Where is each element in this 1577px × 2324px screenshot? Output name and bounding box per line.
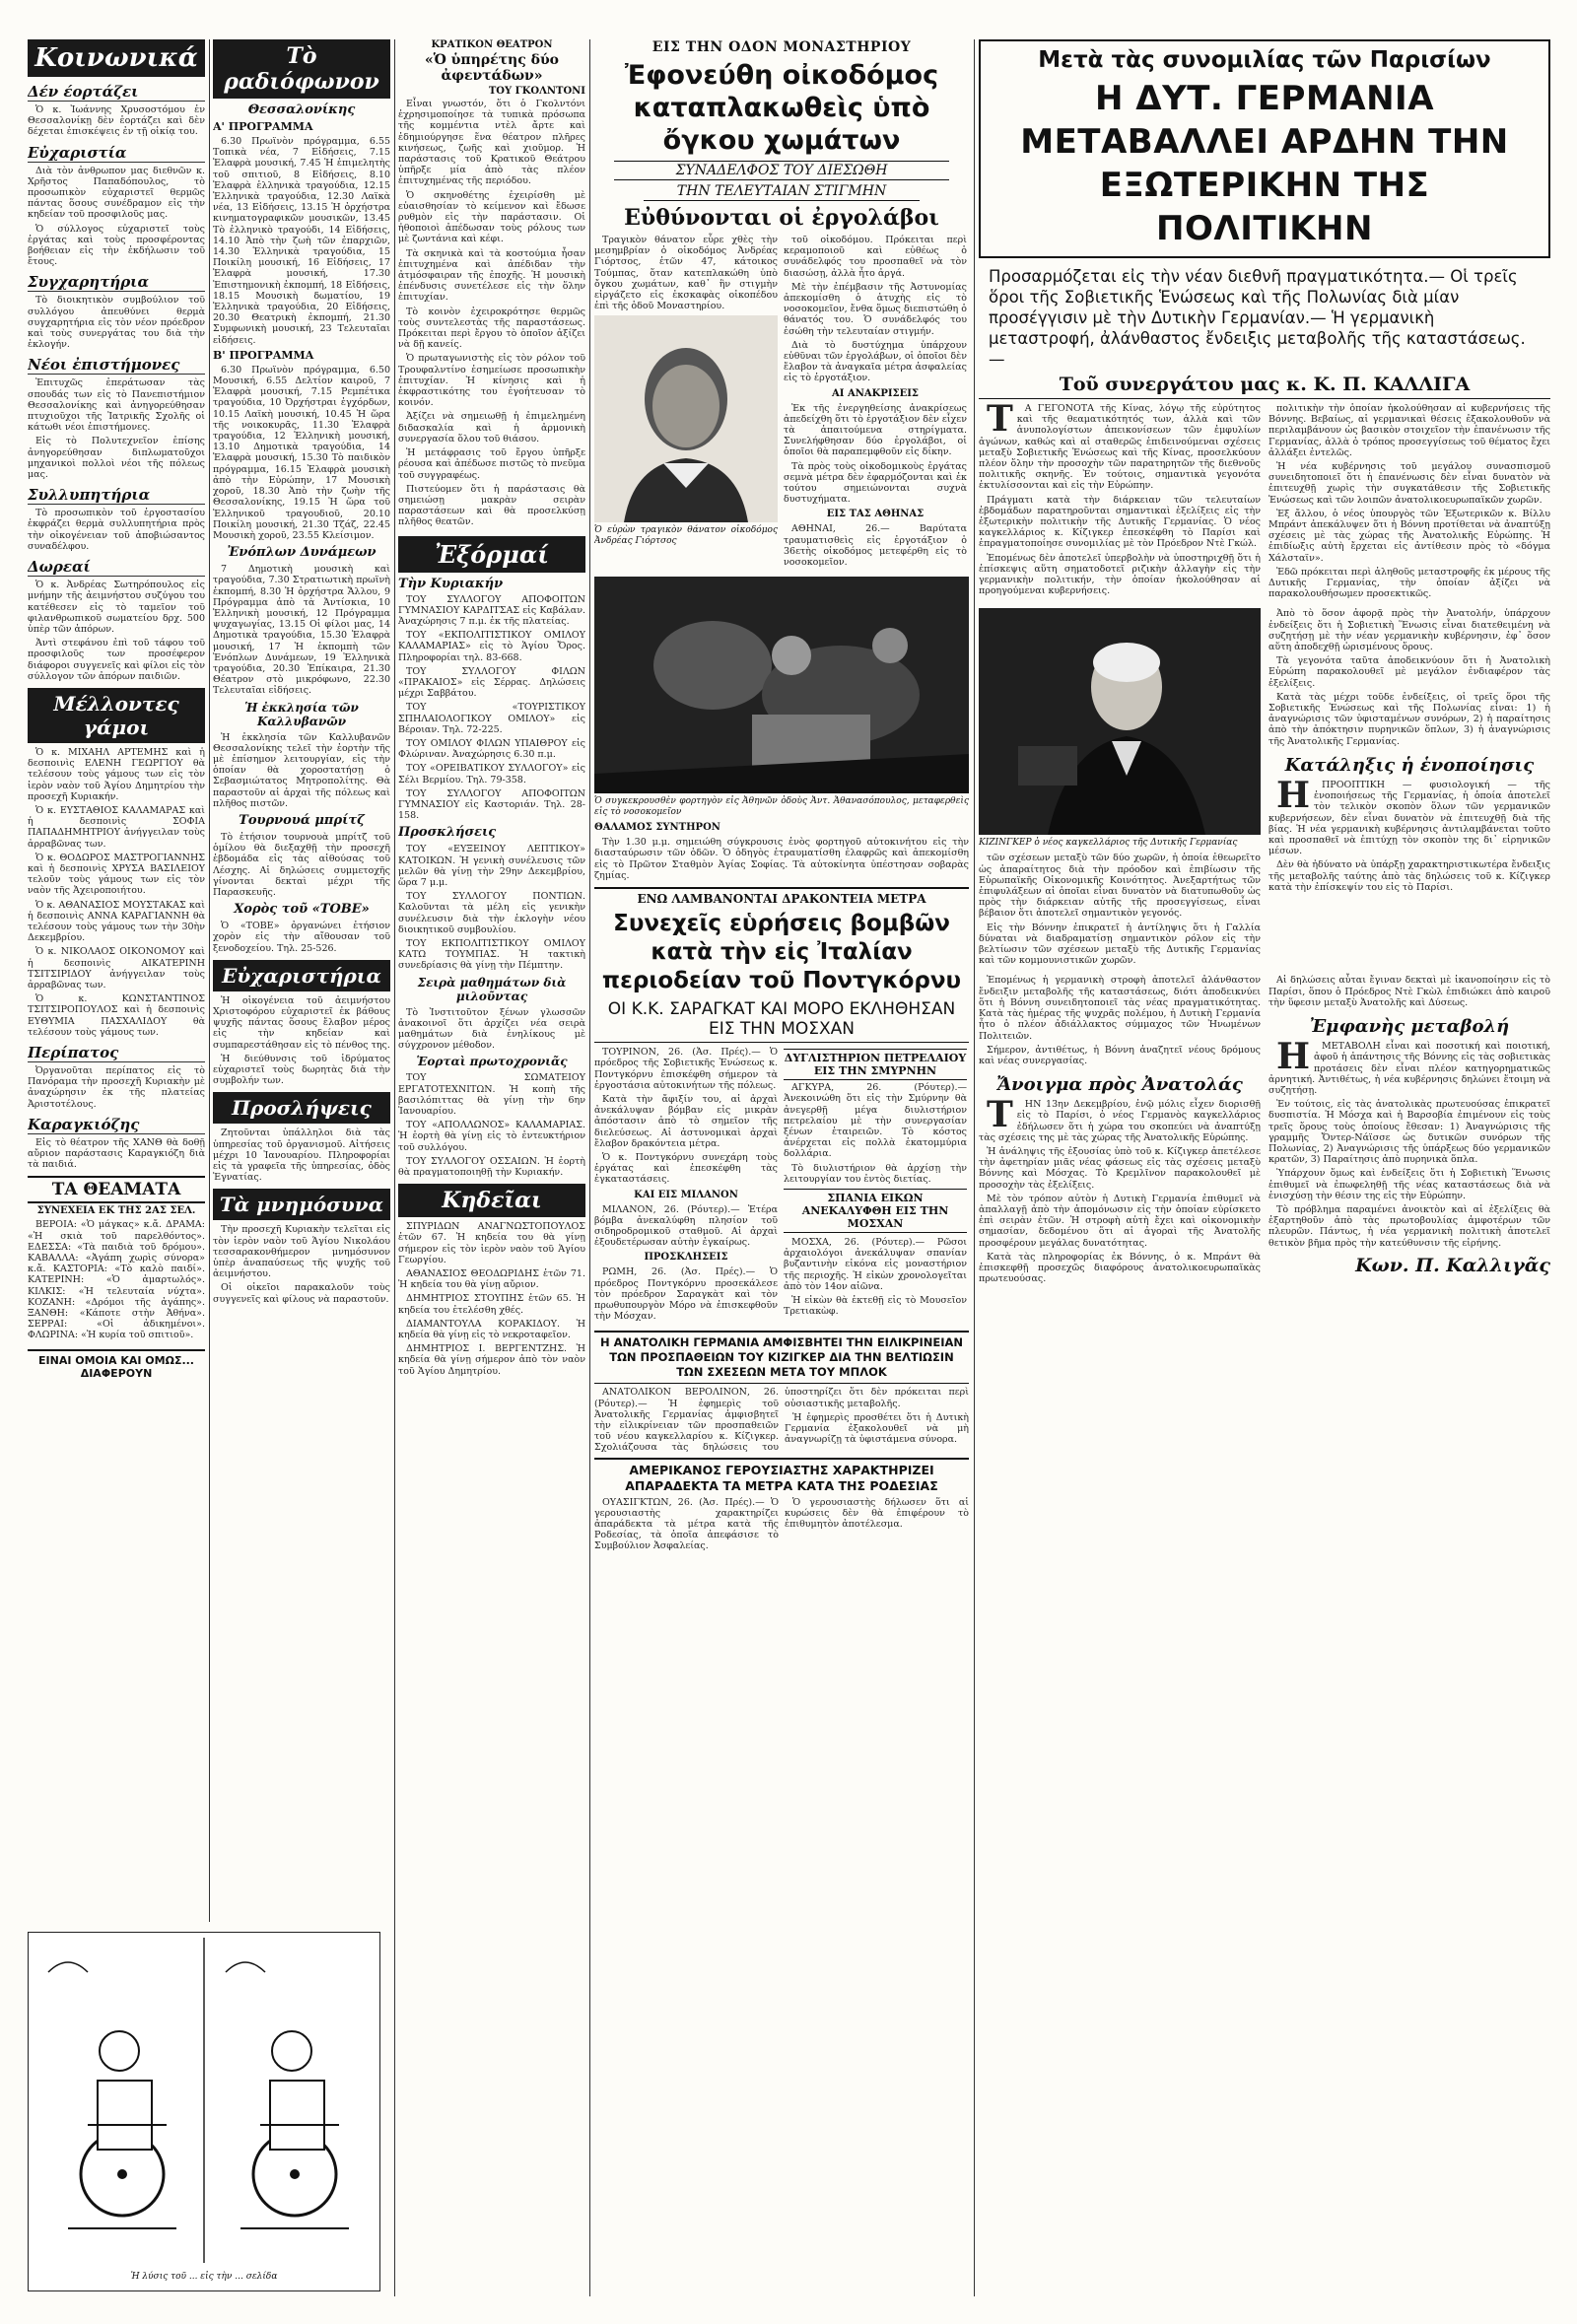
subhead-tournoua: Τουρνουά μπρίτζ xyxy=(239,812,365,828)
subhead-anoigma: Ἄνοιγμα πρὸς Ἀνατολάς xyxy=(996,1074,1243,1096)
subhead-synxaritiria: Συγχαρητήρια xyxy=(28,273,205,292)
subhead-syllypitiria: Συλλυπητήρια xyxy=(28,486,205,505)
lead-body-row-1 xyxy=(979,398,1550,602)
subhead-enoplon: Ἐνόπλων Δυνάμεων xyxy=(227,545,377,561)
text-block: Εἰς τὸ θέατρον τῆς ΧΑΝΘ θὰ δοθῇ αὔριον παράστασις Καραγκιόζη διὰ τὰ παιδιά. xyxy=(28,1136,205,1171)
text-block: Τὸ ἐτήσιον τουρνουὰ μπρίτζ τοῦ ὁμίλου θὰ διεξαχθῇ τὴν προσεχῆ ἑβδομάδα εἰς τὰς αἰθούσας τοῦ Λέσχης. Αἱ δηλώσεις συμμετοχῆς γίνονται δεκταὶ μέχρι τῆς Παρασκευῆς. xyxy=(213,831,390,898)
theatro-author: ΤΟΥ ΓΚΟΛΝΤΟΝΙ xyxy=(488,86,585,97)
text-block: Η ΠΡΟΟΠΤΙΚΗ — φυσιολογική — τῆς ἑνοποιήσεως τῆς Γερμανίας, ἡ ὁποία ἀποτελεῖ τὸν τελικὸν σκοπὸν ὅλων τῶν γερμανικῶν κυβερνήσεων, δὲν εἶναι δυνατὸν νὰ ἐπιτευχθῇ διὰ τῆς βίας. Ἡ νέα γερμανικὴ κυβέρνησις ἀντιλαμβάνεται τοῦτο καὶ προσπαθεῖ νὰ ἐπιτύχῃ τὸν σκοπὸν της δι᾽ εἰρηνικῶν μέσων. Δὲν θὰ ἠδύνατο νὰ ὑπάρξῃ χαρακτηριστικωτέρα ἔνδειξις τῆς μεταβολῆς ταύτης ἀπὸ τὰς δηλώσεις τοῦ κ. Κίζιγκερ κατὰ τὴν ἐπίσκεψίν του εἰς τὸ Παρίσι. xyxy=(1268,774,1550,893)
text-block: 6.30 Πρωϊνὸν πρόγραμμα, 6.50 Μουσική, 6.55 Δελτίον καιροῦ, 7 Ἑλαφρὰ μουσική, 7.15 Ρεμπέτικα τραγούδια, 10 Ὀρχήστραι ἐγχόρδων, 10.15 Λαϊκὴ μουσική, 10.45 Ἡ ὥρα τῆς νοικοκυρᾶς, 11.30 Ἑλαφρὰ τραγούδια, 12 Ἑλληνικὴ μουσική, 13.10 Δημοτικὰ τραγούδια, 14 Ἑλαφρὰ μουσική, 15.30 Τὸ παιδικὸν πρόγραμμα, 16.15 Ἐλαφρὰ μουσικὴ ἀπὸ τὴν Εὐρώπην, 17 Μουσικὴ χοροῦ, 18.30 Ἀπὸ τὴν ζωὴν τῆς Θεσσαλονίκης, 19.15 Ἡ ὥρα τοῦ Ἐλληνικοῦ τραγουδιοῦ, 20.10 Ποικίλη μουσική, 21.30 Τζάζ, 22.45 Μουσικὴ χοροῦ, 23.55 Κλείσιμον. xyxy=(213,364,390,541)
article-body-row xyxy=(594,235,969,571)
text-block: 6.30 Πρωϊνὸν πρόγραμμα, 6.55 Τοπικὰ νέα, 7 Εἰδήσεις, 7.15 Ἑλαφρὰ μουσική, 7.45 Ἡ ἐπιμελητὴς τοῦ σπιτιοῦ, 8 Εἰδήσεις, 8.10 Ἑλαφρὰ ἑλληνικὰ τραγούδια, 12.15 Ἑλληνικὰ τραγούδια, 12.30 Λαϊκὰ νέα, 13 Εἰδήσεις, 13.15 Ἡ ὀρχήστρα κινηματογραφικῶν μουσικῶν, 13.45 Τὸ ἑλληνικὸ τραγούδι, 14 Εἰδήσεις, 14.10 Ἀπὸ τὴν ζωὴ τῶν ἐπαρχιῶν, 14.30 Ἑλληνικὰ τραγούδια, 15 Ποικίλη μουσική, 16 Εἰδήσεις, 17 Ἑλαφρὰ μουσική, 17.30 Ἐπιστημονικὴ ἐκπομπή, 18 Εἰδήσεις, 18.15 Μουσικὴ δωματίου, 19 Ἑλληνικὰ τραγούδια, 20 Εἰδήσεις, 20.30 Θεατρικὴ ἐκπομπή, 21.30 Συμφωνικὴ μουσική, 23 Τελευταῖαι εἰδήσεις. xyxy=(213,136,390,346)
subhead-emfanis: Ἐμφανὴς μεταβολή xyxy=(1309,1016,1510,1038)
text-block: Η ΜΕΤΑΒΟΛΗ εἶναι καὶ ποσοτική καὶ ποιοτική, ἀφοῦ ἡ ἀπάντησις τῆς Βόννης εἰς τὰς σοβιετικὰς προτάσεις δὲν εἶναι πλέον κατηγορηματικῶς ἀρνητική. Ἀντιθέτως, ἡ νέα κυβέρνησις δηλώνει ἕτοιμη νὰ συζητήσῃ. Ἐν τούτοις, εἰς τὰς ἀνατολικὰς πρωτευούσας ἐπικρατεῖ δυσπιστία. Ἡ Μόσχα καὶ ἡ Βαρσοβία ἐπιμένουν εἰς τοὺς τρεῖς ὅρους τοὺς ὁποίους ἔθεσαν: 1) Ἀναγνώρισις τῆς γραμμῆς Ὄντερ-Νάϊσσε ὡς δυτικῶν συνόρων τῆς Πολωνίας, 2) Ἀναγνώρισις τῆς ὑπάρξεως δύο γερμανικῶν κρατῶν, 3) Παραίτησις ἀπὸ πυρηνικὰ ὅπλα. Ὑπάρχουν ὅμως καὶ ἐνδείξεις ὅτι ἡ Σοβιετικὴ Ἕνωσις ἐπιθυμεῖ νὰ ἐπωφεληθῇ τῆς νέας καταστάσεως διὰ νὰ ἐνισχύσῃ τὴν θέσιν της εἰς τὴν Εὐρώπην. Τὸ πρόβλημα παραμένει ἀνοικτὸν καὶ αἱ ἐξελίξεις θὰ ἐξαρτηθοῦν ἀπὸ τὰς πρωτοβουλίας ἀμφοτέρων τῶν πλευρῶν. Πάντως, ἡ νέα γερμανικὴ πολιτικὴ ἀποτελεῖ θετικὸν βῆμα πρὸς τὴν κατεύθυνσιν τῆς εἰρήνης. xyxy=(1268,1036,1550,1249)
text-block: Ὁ κ. ΜΙΧΑΗΛ ΑΡΤΕΜΗΣ καὶ ἡ δεσποινὶς ΕΛΕΝΗ ΓΕΩΡΓΙΟΥ θὰ τελέσουν τοὺς γάμους των εἰς τὸν ἱερὸν ναὸν τοῦ Ἁγίου Δημητρίου τὴν προσεχῆ Κυριακήν. Ὁ κ. ΕΥΣΤΑΘΙΟΣ ΚΑΛΑΜΑΡΑΣ καὶ ἡ δεσποινὶς ΣΟΦΙΑ ΠΑΠΑΔΗΜΗΤΡΙΟΥ ἀνήγγειλαν τοὺς ἀρραβῶνας των. Ὁ κ. ΘΟΔΩΡΟΣ ΜΑΣΤΡΟΓΙΑΝΝΗΣ καὶ ἡ δεσποινὶς ΧΡΥΣΑ ΒΑΣΙΛΕΙΟΥ τελοῦν τοὺς γάμους των εἰς τὸν ναὸν τῆς Ἀχειροποιήτου. Ὁ κ. ΑΘΑΝΑΣΙΟΣ ΜΟΥΣΤΑΚΑΣ καὶ ἡ δεσποινὶς ΑΝΝΑ ΚΑΡΑΓΙΑΝΝΗ θὰ τελέσουν τοὺς γάμους των τὴν 30ὴν Δεκεμβρίου. Ὁ κ. ΝΙΚΟΛΑΟΣ ΟΙΚΟΝΟΜΟΥ καὶ ἡ δεσποινὶς ΑΙΚΑΤΕΡΙΝΗ ΤΣΙΤΣΙΡΙΔΟΥ ἀνήγγειλαν τοὺς ἀρραβῶνας των. Ὁ κ. ΚΩΝΣΤΑΝΤΙΝΟΣ ΤΣΙΤΣΙΡΟΠΟΥΛΟΣ καὶ ἡ δεσποινὶς ΕΥΘΥΜΙΑ ΠΑΣΧΑΛΙΔΟΥ θὰ τελέσουν τοὺς γάμους των. xyxy=(28,746,205,1038)
text-block: ΟΥΑΣΙΓΚΤΩΝ, 26. (Ἀσ. Πρές).— Ὁ γερουσιαστὴς χαρακτηρίζει ἀπαράδεκτα τὰ μέτρα κατὰ τῆς Ροδεσίας, τὰ ὁποῖα ἀπεφάσισε τὸ Συμβούλιον Ἀσφαλείας. Ὁ γερουσιαστὴς δήλωσεν ὅτι αἱ κυρώσεις δὲν θὰ ἐπιφέρουν τὸ ἐπιθυμητὸν ἀποτέλεσμα. xyxy=(594,1496,969,1552)
text-block: ΤΟΥ ΣΩΜΑΤΕΙΟΥ ΕΡΓΑΤΟΤΕΧΝΙΤΩΝ. Ἡ κοπὴ τῆς βασιλόπιττας θὰ γίνῃ τὴν 6ην Ἰανουαρίου. ΤΟΥ «ΑΠΟΛΛΩΝΟΣ» ΚΑΛΑΜΑΡΙΑΣ. Ἡ ἑορτὴ θὰ γίνῃ εἰς τὸ ἐντευκτήριον τοῦ συλλόγου. ΤΟΥ ΣΥΛΛΟΓΟΥ ΟΣΣΑΙΩΝ. Ἡ ἑορτὴ θὰ πραγματοποιηθῇ τὴν Κυριακήν. xyxy=(398,1072,585,1179)
subhead-anakriseis: ΑΙ ΑΝΑΚΡΙΣΕΙΣ xyxy=(832,387,919,399)
article-col-right xyxy=(784,235,967,571)
subhead-b-programma: Β' ΠΡΟΓΡΑΜΜΑ xyxy=(213,348,314,362)
subhead-athinas: ΕΙΣ ΤΑΣ ΑΘΗΝΑΣ xyxy=(826,509,925,520)
text-block: τοῦ οἰκοδόμου. Πρόκειται περὶ κεραμοποιοῦ καὶ εὐθέως ὁ συνάδελφός του προσπαθεῖ νὰ τὸν διασώσῃ, ἀλλὰ ἦτο ἀργά. Μὲ τὴν ἐπέμβασιν τῆς Ἀστυνομίας ἀπεκομίσθη ὁ ἀτυχὴς εἰς τὸ νοσοκομεῖον, ἔνθα ὅμως διεπιστώθη ὁ θάνατός του. Ὁ συνάδελφός του ἐσώθη τὴν τελευταίαν στιγμήν. Διὰ τὸ δυστύχημα ὑπάρχουν εὐθῦναι τῶν ἐργολάβων, οἱ ὁποῖοι δὲν ἔλαβον τὰ ἀναγκαῖα μέτρα ἀσφαλείας εἰς τὸ ἐργοτάξιον. xyxy=(784,235,967,384)
lead-headline: Η ΔΥΤ. ΓΕΡΜΑΝΙΑ ΜΕΤΑΒΑΛΛΕΙ ΑΡΔΗΝ ΤΗΝ ΕΞΩΤΕΡΙΚΗΝ ΤΗΣ ΠΟΛΙΤΙΚΗΝ xyxy=(1020,79,1509,248)
subhead-proskliseis: Προσκλήσεις xyxy=(398,825,497,841)
dropcap: Η xyxy=(1276,1036,1311,1078)
dropcap: Τ xyxy=(987,398,1013,440)
subhead-thessaloniki: Θεσσαλονίκης xyxy=(247,103,356,117)
text-block: ΒΕΡΟΙΑ: «Ὁ μάγκας» κ.ἄ. ΔΡΑΜΑ: «Ἡ σκιὰ τοῦ παρελθόντος». ΕΔΕΣΣΑ: «Τὰ παιδιὰ τοῦ δρόμου». ΚΑΒΑΛΛΑ: «Ἀγάπη χωρὶς σύνορα» κ.ἄ. ΚΑΣΤΟΡΙΑ: «Τὸ καλὸ παιδί». ΚΑΤΕΡΙΝΗ: «Ὁ ἀμαρτωλός». ΚΙΛΚΙΣ: «Ἡ τελευταία νύχτα». ΚΟΖΑΝΗ: «Δρόμοι τῆς ἀγάπης». ΞΑΝΘΗ: «Κάποτε στὴν Ἀθήνα». ΣΕΡΡΑΙ: «Οἱ ἀδικημένοι». ΦΛΩΡΙΝΑ: «Ἡ κυρία τοῦ σπιτιοῦ». xyxy=(28,1219,205,1341)
news-photo-accident xyxy=(594,577,969,793)
text-block: Εἶναι γνωστόν, ὅτι ὁ Γκολντόνι ἐχρησιμοποίησε τὰ τυπικὰ πρόσωπα τῆς κομμέντια ντὲλ ἄρτε καὶ ἐδημιούργησε ἕνα θέατρον πλῆρες κινήσεως, ζωῆς καὶ χιοῦμορ. Ἡ παράστασις τοῦ Κρατικοῦ Θεάτρου ὑπῆρξε μία ἀπὸ τὰς πλέον ἐπιτυχημένας τῆς περιόδου. Ὁ σκηνοθέτης ἐχειρίσθη μὲ εὐαισθησίαν τὸ κείμενον καὶ ἔδωσε ρυθμὸν εἰς τὴν παράστασιν. Οἱ ἠθοποιοὶ ἀπέδωσαν τοὺς ρόλους των μὲ ζωντάνια καὶ κέφι. Τὰ σκηνικὰ καὶ τὰ κοστούμια ἦσαν ἐπιτυχημένα καὶ ἀπέδιδαν τὴν ἀτμόσφαιραν τῆς ἐποχῆς. Ἡ μουσικὴ ἐπένδυσις συνετέλεσε εἰς τὴν ὅλην ἐπιτυχίαν. Τὸ κοινὸν ἐχειροκρότησε θερμῶς τοὺς συντελεστὰς τῆς παραστάσεως. Πρόκειται περὶ ἔργου τὸ ὁποῖον ἀξίζει νὰ δῇ κανείς. Ὁ πρωταγωνιστὴς εἰς τὸν ρόλον τοῦ Τρουφαλντίνο ἐσημείωσε προσωπικὴν ἐπιτυχίαν. Ἡ κίνησις καὶ ἡ ἐκφραστικότης του ἐγοήτευσαν τὸ κοινόν. Ἀξίζει νὰ σημειωθῇ ἡ ἐπιμελημένη διδασκαλία καὶ ἡ ἀρμονικὴ συνεργασία ὅλου τοῦ θιάσου. Ἡ μετάφρασις τοῦ ἔργου ὑπῆρξε ρέουσα καὶ ἀπέδωσε πιστῶς τὸ πνεῦμα τοῦ συγγραφέως. Πιστεύομεν ὅτι ἡ παράστασις θὰ σημειώσῃ μακρὰν σειρὰν παραστάσεων καὶ θὰ προσελκύσῃ πλῆθος θεατῶν. xyxy=(398,99,585,528)
kiesinger-photo xyxy=(979,608,1261,835)
text-block: Ὁ κ. Ἀνδρέας Σωτηρόπουλος εἰς μνήμην τῆς ἀειμνήστου συζύγου του κατέθεσεν εἰς τὸ ταμεῖον τοῦ φιλανθρωπικοῦ σωματείου δρχ. 500 ὑπὲρ τῶν ἀπόρων. Ἀντὶ στεφάνου ἐπὶ τοῦ τάφου τοῦ προσφιλοῦς των προσέφερον διάφοροι συγγενεῖς καὶ φίλοι εἰς τὸν σύλλογον τῶν ἀπόρων παιδιῶν. xyxy=(28,580,205,682)
column-rule xyxy=(589,39,590,2296)
text-block: τῶν σχέσεων μεταξὺ τῶν δύο χωρῶν, ἡ ὁποία ἐθεωρεῖτο ὡς ἀπαραίτητος διὰ τὴν πρόοδον καὶ ἐπιβίωσιν τῆς Εὐρωπαϊκῆς Οἰκονομικῆς Κοινότητος. Ἀνεξαρτήτως τῶν ἐπιφυλάξεων αἱ ὁποῖαι εἶναι δυνατὸν νὰ διατυπωθοῦν ὡς πρὸς τὴν διάρκειαν αὐτῆς τῆς προσεγγίσεως, εἶναι βέβαιον ὅτι ἀποτελεῖ σημαντικὸν γεγονός. Εἰς τὴν Βόννην ἐπικρατεῖ ἡ ἀντίληψις ὅτι ἡ Γαλλία δύναται νὰ διαδραματίσῃ σημαντικὸν ρόλον εἰς τὴν βελτίωσιν τῶν σχέσεων μεταξὺ τῆς Δυτικῆς Γερμανίας καὶ τῶν κομμουνιστικῶν χωρῶν. xyxy=(979,853,1261,967)
article-col-left xyxy=(594,235,778,571)
text-block: Τ Α ΓΕΓΟΝΟΤΑ τῆς Κίνας, λόγῳ τῆς εὐρύτητος καὶ τῆς θεαματικότητός των, ἀλλὰ καὶ τῶν ἀνυπολογίστων ἀπεικονίσεων τῶν ἐμφυλίων ἀγώνων, καθώς καὶ αἱ σταθερῶς ἐπιδεινούμεναι σχέσεις μεταξὺ Σοβιετικῆς Ἑνώσεως καὶ τῆς Κίνας, προσελκύουν πλέον ὅλην τὴν προσοχὴν τῶν παρατηρητῶν τῆς διεθνοῦς πολιτικῆς σκηνῆς. Ἐν τούτοις, σημαντικὰ γεγονότα ἐκτυλίσσονται καὶ εἰς τὴν Εὐρώπην. Πράγματι κατὰ τὴν διάρκειαν τῶν τελευταίων ἑβδομάδων παρατηροῦνται σημαντικαὶ ἐξελίξεις εἰς τὴν ἐξωτερικὴν πολιτικὴν τῆς Δυτικῆς Γερμανίας. Ὁ νέος καγκελλάριος κ. Κίζιγκερ ἐπεσκέφθη τὸ Παρίσι καὶ ἐπραγματοποίησε συνομιλίας μὲ τὸν Πρόεδρον Ντὲ Γκώλ. Ἐπομένως δὲν ἀποτελεῖ ὑπερβολὴν νὰ ὑποστηριχθῇ ὅτι ἡ ἐπίσκεψις αὕτη σηματοδοτεῖ ριζικὴν ἀλλαγὴν εἰς τὴν γερμανικὴν πολιτικήν, τὴν ὁποίαν ἡκολούθησαν αἱ προηγούμεναι κυβερνήσεις. xyxy=(979,398,1261,597)
text-block: πολιτικὴν τὴν ὁποίαν ἠκολούθησαν αἱ κυβερνήσεις τῆς Βόννης. Βεβαίως, αἱ γερμανικαὶ θέσεις ἐξακολουθοῦν νὰ περιλαμβάνουν ὡς βασικὸν στοιχεῖον τὴν ἐπανένωσιν τῆς Γερμανίας, ἀλλὰ ὁ τρόπος προσεγγίσεως τοῦ θέματος ἔχει ἀλλάξει ἐντελῶς. Ἡ νέα κυβέρνησις τοῦ μεγάλου συνασπισμοῦ συνειδητοποιεῖ ὅτι ἡ ἐπανένωσις δὲν εἶναι δυνατὸν νὰ ἐπιτευχθῇ χωρὶς τὴν συγκατάθεσιν τῆς Σοβιετικῆς Ἑνώσεως καὶ τῶν λοιπῶν ἀνατολικοευρωπαϊκῶν χωρῶν. Ἐξ ἄλλου, ὁ νέος ὑπουργὸς τῶν Ἐξωτερικῶν κ. Βίλλυ Μπράντ ἀπεκάλυψεν ὅτι ἡ Βόννη προτίθεται νὰ ἀναπτύξῃ σχέσεις μὲ τὰς χώρας τῆς Ἀνατολικῆς Εὐρώπης. Ἡ ἐπιδίωξις αὐτὴ ἔρχεται εἰς ἀντίθεσιν πρὸς τὸ «δόγμα Χάλσταϊν». Ἐδῶ πρόκειται περὶ ἀληθοῦς μεταστροφῆς ἐκ μέρους τῆς Δυτικῆς Γερμανίας, τὴν ὁποίαν ἀξίζει νὰ παρακολουθήσωμεν προσεκτικῶς. xyxy=(1268,403,1550,600)
subhead-karagkiozis: Καραγκιόζης xyxy=(28,1116,205,1134)
cartoon-caption: Ἡ λύσις τοῦ ... εἰς τὴν ... σελίδα xyxy=(130,2272,278,2282)
side-headline-2: ΣΠΑΝΙΑ ΕΙΚΩΝ ΑΝΕΚΑΛΥΦΘΗ ΕΙΣ ΤΗΝ ΜΟΣΧΑΝ xyxy=(784,1189,967,1233)
text-block: Ἡ οἰκογένεια τοῦ ἀειμνήστου Χριστοφόρου εὐχαριστεῖ ἐκ βάθους ψυχῆς πάντας ὅσους ἔλαβον μέρος εἰς τὴν κηδείαν καὶ συμπαρεστάθησαν εἰς τὸ πένθος της. Ἡ διεύθυνσις τοῦ ἱδρύματος εὐχαριστεῖ τοὺς δωρητὰς διὰ τὴν συμβολήν των. xyxy=(213,994,390,1087)
section-header-radiofono: Τὸ ραδιόφωνον xyxy=(213,39,390,99)
text-block: Τὸ Ἰνστιτοῦτον ξένων γλωσσῶν ἀνακοινοῖ ὅτι ἀρχίζει νέα σειρὰ μαθημάτων διὰ ἐνηλίκους μὲ σύγχρονον μέθοδον. xyxy=(398,1006,585,1052)
article-deck-2: ΤΗΝ ΤΕΛΕΥΤΑΙΑΝ ΣΤΙΓΜΗΝ xyxy=(644,182,920,201)
lead-col-right-2 xyxy=(1268,608,1550,969)
subhead-den-eortazei: Δέν έορτάζει xyxy=(28,83,205,102)
text-block: Ἐπιτυχῶς ἐπεράτωσαν τὰς σπουδάς των εἰς τὸ Πανεπιστήμιον Θεσσαλονίκης καὶ ἀνηγορεύθησαν πτυχιοῦχοι τῆς Ἰατρικῆς Σχολῆς οἱ κάτωθι νέοι ἐπιστήμονες. Εἰς τὸ Πολυτεχνεῖον ἐπίσης ἀνηγορεύθησαν διπλωματοῦχοι μηχανικοὶ πολλοὶ νέοι τῆς πόλεως μας. xyxy=(28,377,205,481)
text-block: Τὴν προσεχῆ Κυριακὴν τελεῖται εἰς τὸν ἱερὸν ναὸν τοῦ Ἁγίου Νικολάου τεσσαρακονθήμερον μνημόσυνον ὑπὲρ ἀναπαύσεως τῆς ψυχῆς τοῦ ἀειμνήστου. Οἱ οἰκεῖοι παρακαλοῦν τοὺς συγγενεῖς καὶ φίλους νὰ παραστοῦν. xyxy=(213,1224,390,1305)
text-block: Διὰ τὸν ἀνθρωπον μας διεθνῶν κ. Χρῆστος Παπαδόπουλος, τὸ προσωπικὸν εὐχαριστεῖ θερμῶς πάντας ὅσους συνέδραμον εἰς τὴν κηδείαν τοῦ προσφιλοῦς μας. Ὁ σύλλογος εὐχαριστεῖ τοὺς ἐργάτας καὶ τοὺς προσφέροντας βοήθειαν εἰς τὴν ἐκδήλωσιν τοῦ ἔτους. xyxy=(28,165,205,268)
article-kicker: ΕΙΣ ΤΗΝ ΟΔΟΝ ΜΟΝΑΣΤΗΡΙΟΥ xyxy=(651,39,912,55)
subhead-kyriaki: Τὴν Κυριακήν xyxy=(398,576,504,591)
column-5 xyxy=(979,39,1550,2306)
article-subhead: Εὐθύνονται οἱ ἐργολάβοι xyxy=(624,205,939,231)
cartoon-title: ΕΙΝΑΙ ΟΜΟΙΑ ΚΑΙ ΟΜΩΣ... ΔΙΑΦΕΡΟΥΝ xyxy=(28,1349,205,1380)
article-headline-2: Συνεχεῖς εὑρήσεις βομβῶν κατὰ τὴν εἰς Ἰταλίαν περιοδείαν τοῦ Ποντγκόρνυ xyxy=(601,911,962,994)
article-headline-3: Η ΑΝΑΤΟΛΙΚΗ ΓΕΡΜΑΝΙΑ ΑΜΦΙΣΒΗΤΕΙ ΤΗΝ ΕΙΛΙΚΡΙΝΕΙΑΝ ΤΩΝ ΠΡΟΣΠΑΘΕΙΩΝ ΤΟΥ ΚΙΖΙΓΚΕΡ ΔΙΑ ΤΗΝ ΒΕΛΤΙΩΣΙΝ ΤΩΝ ΣΧΕΣΕΩΝ ΜΕΤΑ ΤΟΥ ΜΠΛΟΚ xyxy=(594,1331,969,1384)
text-block: ΑΓΚΥΡΑ, 26. (Ρόυτερ).— Ἀνεκοινώθη ὅτι εἰς τὴν Σμύρνην θὰ ἀνεγερθῇ μέγα διυλιστήριον πετρελαίου μὲ τὴν συνεργασίαν ξένων ἑταιρειῶν. Τὸ κόστος ἀνέρχεται εἰς πολλὰ ἑκατομμύρια δολλάρια. Τὸ διυλιστήριον θὰ ἀρχίσῃ τὴν λειτουργίαν του ἐντὸς διετίας. xyxy=(784,1082,967,1185)
article-headline-4: ΑΜΕΡΙΚΑΝΟΣ ΓΕΡΟΥΣΙΑΣΤΗΣ ΧΑΡΑΚΤΗΡΙΖΕΙ ΑΠΑΡΑΔΕΚΤΑ ΤΑ ΜΕΤΡΑ ΚΑΤΑ ΤΗΣ ΡΟΔΕΣΙΑΣ xyxy=(594,1458,969,1494)
text-block: Ὀργανοῦται περίπατος εἰς τὸ Πανόραμα τὴν προσεχῆ Κυριακὴν μὲ ἀναχώρησιν ἐκ τῆς πλατείας Ἀριστοτέλους. xyxy=(28,1065,205,1110)
lead-body-row-3 xyxy=(979,975,1550,1287)
section-header-koinonika: Κοινωνικά xyxy=(28,39,205,77)
lead-col-right-3 xyxy=(1268,975,1550,1287)
accident-photo-caption: Ὁ συγκεκρουσθὲν φορτηγὸν εἰς Ἀθηνῶν ὁδοὺς Ἀντ. Ἀθανασόπουλος, μεταφερθεὶς εἰς τὸ νοσοκομεῖον xyxy=(594,796,969,818)
text-block: Τραγικὸν θάνατον εὗρε χθὲς τὴν μεσημβρίαν ὁ οἰκοδόμος Ἀνδρέας Γιόρτσος, ἐτῶν 47, κάτοικος Τούμπας, ὅταν κατεπλακώθη ὑπὸ ὄγκου χωμάτων, καθ᾽ ἣν στιγμὴν εἰργάζετο εἰς ἐκσκαφὰς οἰκοπέδου ἐπὶ τῆς ὁδοῦ Μοναστηρίου. xyxy=(594,235,778,312)
column-rule xyxy=(209,39,210,1922)
subhead-katalixis: Κατάληξις ἡ ἑνοποίησις xyxy=(1284,754,1535,776)
column-4 xyxy=(594,39,969,2306)
text-block: ΑΘΗΝΑΙ, 26.— Βαρύτατα τραυματισθεὶς εἰς ἐργοτάξιον ὁ 36ετὴς οἰκοδόμος μετεφέρθη εἰς τὸ νοσοκομεῖον. xyxy=(784,523,967,569)
subhead-a-programma: Α' ΠΡΟΓΡΑΜΜΑ xyxy=(213,120,313,133)
lead-signature: Κων. Π. Καλλιγᾶς xyxy=(1355,1254,1550,1276)
lead-col-left xyxy=(979,398,1261,602)
subhead-peripatos: Περίπατος xyxy=(28,1044,205,1062)
section-header-mnimosyna: Τὰ μνημόσυνα xyxy=(213,1189,390,1220)
article-kicker-2: ΕΝΩ ΛΑΜΒΑΝΟΝΤΑΙ ΔΡΑΚΟΝΤΕΙΑ ΜΕΤΡΑ xyxy=(594,887,969,906)
lead-kicker: Μετὰ τὰς συνομιλίας τῶν Παρισίων xyxy=(1038,47,1491,73)
portrait-photo xyxy=(594,315,778,522)
portrait-caption: Ὁ εὑρὼν τραγικὸν θάνατον οἰκοδόμος Ἀνδρέας Γιόρτσος xyxy=(594,525,778,547)
text-block: ΜΟΣΧΑ, 26. (Ρόυτερ).— Ρῶσοι ἀρχαιολόγοι ἀνεκάλυψαν σπανίαν βυζαντινὴν εἰκόνα εἰς μοναστήριον τῆς περιοχῆς. Ἡ εἰκὼν χρονολογεῖται ἀπὸ τὸν 14ον αἰῶνα. Ἡ εἰκὼν θὰ ἐκτεθῇ εἰς τὸ Μουσεῖον Τρετιακὼφ. xyxy=(784,1236,967,1318)
kiesinger-caption: ΚΙΖΙΝΓΚΕΡ ὁ νέος καγκελλάριος τῆς Δυτικῆς Γερμανίας xyxy=(979,838,1238,849)
theamata-sub: ΣΥΝΕΧΕΙΑ ΕΚ ΤΗΣ 2ΑΣ ΣΕΛ. xyxy=(36,1205,196,1217)
lead-deck: Προσαρμόζεται εἰς τὴν νέαν διεθνῆ πραγματικότητα.— Οἱ τρεῖς ὅροι τῆς Σοβιετικῆς Ἑνώσεως καὶ τῆς Πολωνίας διὰ μίαν προσέγγισιν μὲ τὴν Δυτικὴν Γερμανίαν.— Ἡ γερμανικὴ μεταστροφή, ἀλάνθαστος ἔνδειξις μεταβολῆς τῆς καταστάσεως.— xyxy=(989,267,1526,369)
article-headline: Ἐφονεύθη οἰκοδόμος καταπλακωθεὶς ὑπὸ ὄγκου χωμάτων xyxy=(624,60,939,156)
kiesinger-illustration xyxy=(979,608,1261,835)
subhead-proskliseis-4: ΠΡΟΣΚΛΗΣΕΙΣ xyxy=(644,1252,728,1264)
subhead-eortai: Ἑορταὶ πρωτοχρονιᾶς xyxy=(416,1055,568,1069)
subhead-nea-epistimones: Νέοι ἐπιστήμονες xyxy=(28,356,205,375)
text-block: Τ ΗΝ 13ην Δεκεμβρίου, ἐνῷ μόλις εἶχεν διορισθῇ εἰς τὸ Παρίσι, ὁ νέος Γερμανὸς καγκελλάριος ἐδήλωσεν ὅτι ἡ χώρα του σκοπεύει νὰ ἀναπτύξῃ τὰς σχέσεις της μὲ τὰς χώρας τῆς Ἀνατολικῆς Εὐρώπης. Ἡ ἀνάληψις τῆς ἐξουσίας ὑπὸ τοῦ κ. Κίζιγκερ ἀπετέλεσε τὴν ἀφετηρίαν μιᾶς νέας φάσεως εἰς τὰς σχέσεις μεταξὺ Βόννης καὶ Μόσχας. Τὸ Κρεμλῖνον παρακολουθεῖ μὲ προσοχὴν τὰς ἐξελίξεις. Μὲ τὸν τρόπον αὐτὸν ἡ Δυτικὴ Γερμανία ἐπιθυμεῖ νὰ ἀπαλλαγῇ ἀπὸ τὴν ἀπομόνωσιν εἰς τὴν ὁποίαν εὑρίσκετο ἐπὶ σειρὰν ἐτῶν. Ἡ στροφὴ αὐτὴ ἔχει καὶ οἰκονομικὴν σημασίαν, δεδομένου ὅτι αἱ ἀγοραὶ τῆς Ἀνατολῆς προσφέρουν μεγάλας δυνατότητας. Κατὰ τὰς πληροφορίας ἐκ Βόννης, ὁ κ. Μπράντ θὰ ἐπισκεφθῇ προσεχῶς διαφόρους ἀνατολικοευρωπαϊκὰς πρωτευούσας. xyxy=(979,1094,1261,1285)
column-rule xyxy=(974,39,975,2296)
article-col-right-2 xyxy=(784,1047,967,1325)
dropcap: Η xyxy=(1276,774,1311,816)
side-headline-1: ΔΥΓΛΙΣΤΗΡΙΟΝ ΠΕΤΡΕΛΑΙΟΥ ΕΙΣ ΤΗΝ ΣΜΥΡΝΗΝ xyxy=(784,1049,967,1080)
text-block: Ὁ κ. Ἰωάννης Χρυσοστόμου ἐν Θεσσαλονίκῃ δὲν ἑορτάζει καὶ δὲν δέχεται ἐπισκέψεις ἐν τῇ οἰκίᾳ του. xyxy=(28,104,205,138)
theatro-kicker: ΚΡΑΤΙΚΟΝ ΘΕΑΤΡΟΝ xyxy=(431,39,553,50)
section-header-mellontes-gamoi: Μέλλοντες γάμοι xyxy=(28,688,205,743)
lead-col-left-3 xyxy=(979,975,1261,1287)
column-3 xyxy=(398,39,585,2306)
text-block: ΑΝΑΤΟΛΙΚΟΝ ΒΕΡΟΛΙΝΟΝ, 26. (Ρόυτερ).— Ἡ ἐφημερὶς τοῦ Ἀνατολικῆς Γερμανίας ἀμφισβητεῖ τὴν εἰλικρίνειαν τῶν προσπαθειῶν τοῦ νέου καγκελλαρίου κ. Κίζιγκερ. Σχολιάζουσα τὰς δηλώσεις του ὑποστηρίζει ὅτι δὲν πρόκειται περὶ οὐσιαστικῆς μεταβολῆς. Ἡ ἐφημερὶς προσθέτει ὅτι ἡ Δυτικὴ Γερμανία ἐξακολουθεῖ νὰ μὴ ἀναγνωρίζῃ τὰ ὑφιστάμενα σύνορα. xyxy=(594,1387,969,1454)
lead-col-right xyxy=(1268,403,1550,602)
text-block: ΤΟΥ «ΕΥΞΕΙΝΟΥ ΛΕΠΤΙΚΟΥ» ΚΑΤΟΙΚΩΝ. Ἡ γενικὴ συνέλευσις τῶν μελῶν θὰ γίνῃ τὴν 29ην Δεκεμβρίου, ὥρα 7 μ.μ. ΤΟΥ ΣΥΛΛΟΓΟΥ ΠΟΝΤΙΩΝ. Καλοῦνται τὰ μέλη εἰς γενικὴν συνέλευσιν διὰ τὴν ἐκλογὴν νέου διοικητικοῦ συμβουλίου. ΤΟΥ ΕΚΠΟΛΙΤΙΣΤΙΚΟΥ ΟΜΙΛΟΥ ΚΑΤΩ ΤΟΥΜΠΑΣ. Ἡ τακτικὴ συνεδρίασις θὰ γίνῃ τὴν Πέμπτην. xyxy=(398,844,585,972)
subhead-ekklisia: Ἡ ἐκκλησία τῶν Καλλυβανῶν xyxy=(244,700,359,728)
article-deck-3: ΟΙ Κ.Κ. ΣΑΡΑΓΚΑΤ ΚΑΙ ΜΟΡΟ ΕΚΛΗΘΗΣΑΝ ΕΙΣ ΤΗΝ ΜΟΣΧΑΝ xyxy=(594,999,969,1043)
text-block: Ἐπομένως ἡ γερμανικὴ στροφὴ ἀποτελεῖ ἀλάνθαστον ἔνδειξιν μεταβολῆς τῆς καταστάσεως, διότι ἀποδεικνύει ὅτι ἡ Βόννη συνειδητοποιεῖ τὰς νέας πραγματικότητας. Κατὰ τὰς ἡμέρας τῆς ψυχρᾶς πολέμου, ἡ Δυτικὴ Γερμανία ἦτο ὁ πλέον ἀδιάλλακτος σύμμαχος τῶν Ἡνωμένων Πολιτειῶν. Σήμερον, ἀντιθέτως, ἡ Βόννη ἀναζητεῖ νέους δρόμους καὶ νέας συνεργασίας. xyxy=(979,975,1261,1066)
article-deck-1: ΣΥΝΑΔΕΛΦΟΣ ΤΟΥ ΔΙΕΣΩΘΗ xyxy=(614,161,949,180)
accident-photo-illustration xyxy=(594,577,969,793)
text-block: Ζητοῦνται ὑπάλληλοι διὰ τὰς ὑπηρεσίας τοῦ ὀργανισμοῦ. Αἰτήσεις μέχρι 10 Ἰανουαρίου. Πληροφορίαι εἰς τὰ γραφεῖα τῆς ὑπηρεσίας, ὁδὸς Ἐγνατίας. xyxy=(213,1128,390,1184)
section-header-kideiai: Κηδεῖαι xyxy=(398,1184,585,1217)
subhead-milanon: ΚΑΙ ΕΙΣ ΜΙΛΑΝΟΝ xyxy=(634,1189,738,1200)
text-block: ΤΟΥΡΙΝΟΝ, 26. (Ἀσ. Πρές).— Ὁ πρόεδρος τῆς Σοβιετικῆς Ἑνώσεως κ. Ποντγκόρνυ ἐπισκέφθη σήμερον τὰ ἐργοστάσια αὐτοκινήτων τῆς πόλεως. Κατὰ τὴν ἄφιξίν του, αἱ ἀρχαὶ ἀνεκάλυψαν βόμβαν εἰς μικρὰν ἀπόστασιν ἀπὸ τὸ σημεῖον τῆς διελεύσεως. Αἱ ἀστυνομικαὶ ἀρχαὶ ἔλαβον δρακόντεια μέτρα. Ὁ κ. Ποντγκόρνυ συνεχάρη τοὺς ἐργάτας καὶ ἐπεσκέφθη τὰς ἐγκαταστάσεις. xyxy=(594,1047,778,1186)
dropcap: Τ xyxy=(987,1094,1013,1136)
lead-byline: Τοῦ συνεργάτου μας κ. Κ. Π. ΚΑΛΛΙΓΑ xyxy=(979,374,1550,399)
cartoon-panel xyxy=(28,1932,380,2291)
text-block: ΜΙΛΑΝΟΝ, 26. (Ρόυτερ).— Ἑτέρα βόμβα ἀνεκαλύφθη πλησίον τοῦ σιδηροδρομικοῦ σταθμοῦ. Αἱ ἀρχαὶ ἐξουδετέρωσαν αὐτὴν ἐγκαίρως. xyxy=(594,1203,778,1249)
subhead-seira: Σειρὰ μαθημάτων διὰ μιλοῦντας xyxy=(417,975,567,1003)
column-2 xyxy=(213,39,390,1927)
text-block: Ἐκ τῆς ἐνεργηθείσης ἀνακρίσεως ἀπεδείχθη ὅτι τὸ ἐργοτάξιον δὲν εἶχεν τὰ ἀπαιτούμενα στηρίγματα. Συνελήφθησαν δύο ἐργολάβοι, οἱ ὁποῖοι θὰ παραπεμφθοῦν εἰς δίκην. Τὰ πρὸς τοὺς οἰκοδομικοὺς ἐργάτας σεμνὰ μέτρα δὲν ἐφαρμόζονται καὶ ἐκ τούτου σημειώνονται συχνὰ δυστυχήματα. xyxy=(784,402,967,506)
column-rule xyxy=(394,39,395,2296)
text-block: Ἡ ἐκκλησία τῶν Καλλυβανῶν Θεσσαλονίκης τελεῖ τὴν ἑορτὴν τῆς μὲ ἐπίσημον λειτουργίαν, εἰς τὴν ὁποίαν θὰ χοροστατήσῃ ὁ Σεβασμιώτατος Μητροπολίτης. Θὰ παραστοῦν αἱ ἀρχαὶ τῆς πόλεως καὶ πλῆθος πιστῶν. xyxy=(213,731,390,809)
text-block: Τὸ διοικητικὸν συμβούλιον τοῦ συλλόγου ἀπευθύνει θερμὰ συγχαρητήρια εἰς τὸν νέον πρόεδρον καὶ τοὺς συνεργάτας του διὰ τὴν ἐκλογήν. xyxy=(28,295,205,351)
subhead-xoros: Χορὸς τοῦ «ΤΟΒΕ» xyxy=(234,902,370,918)
text-block: ΣΠΥΡΙΔΩΝ ΑΝΑΓΝΩΣΤΟΠΟΥΛΟΣ ἐτῶν 67. Ἡ κηδεία του θὰ γίνῃ σήμερον εἰς τὸν ἱερὸν ναὸν τοῦ Ἁγίου Γεωργίου. ΑΘΑΝΑΣΙΟΣ ΘΕΟΔΩΡΙΔΗΣ ἐτῶν 71. Ἡ κηδεία του θὰ γίνῃ αὔριον. ΔΗΜΗΤΡΙΟΣ ΣΤΟΥΠΗΣ ἐτῶν 65. Ἡ κηδεία του ἐτελέσθη χθές. ΔΙΑΜΑΝΤΟΥΛΑ ΚΟΡΑΚΙΔΟΥ. Ἡ κηδεία θὰ γίνῃ εἰς τὸ νεκροταφεῖον. ΔΗΜΗΤΡΙΟΣ Ι. ΒΕΡΓΕΝΤΖΗΣ. Ἡ κηδεία θὰ γίνῃ σήμερον ἀπὸ τὸν ναὸν τοῦ Ἁγίου Δημητρίου. xyxy=(398,1221,585,1377)
article-body-row-2 xyxy=(594,1047,969,1325)
section-header-prosliseis: Προσλήψεις xyxy=(213,1092,390,1124)
text-block: Τὴν 1.30 μ.μ. σημειώθη σύγκρουσις ἑνὸς φορτηγοῦ αὐτοκινήτου εἰς τὴν διασταύρωσιν τῶν ὁδῶν. Ὁ ὁδηγὸς ἐτραυματίσθη ἐλαφρῶς καὶ ἀπεκομίσθη εἰς τὸ Πρῶτον Σταθμὸν Ἀγίας Σοφίας. Τὰ αὐτοκίνητα ὑπέστησαν σοβαρὰς ζημίας. xyxy=(594,837,969,881)
cartoon-illustration xyxy=(29,1933,379,2268)
text-block: Ὁ «ΤΟΒΕ» ὀργανώνει ἐτήσιον χορὸν εἰς τὴν αἴθουσαν τοῦ ξενοδοχείου. Τηλ. 25-526. xyxy=(213,921,390,954)
lead-body-row-2 xyxy=(979,608,1550,969)
lead-col-left-2 xyxy=(979,608,1261,969)
subhead-thalamos: ΘΑΛΑΜΟΣ ΣΥΝΤΗΡΟΝ xyxy=(594,822,720,834)
subhead-eyxaristia: Εὐχαριστία xyxy=(28,144,205,163)
text-block: Ἀπὸ τὸ ὅσον ἀφορᾷ πρὸς τὴν Ἀνατολήν, ὑπάρχουν ἐνδείξεις ὅτι ἡ Σοβιετικὴ Ἕνωσις εἶναι διατεθειμένη νὰ συζητήσῃ μὲ τὴν νέαν γερμανικὴν κυβέρνησιν, ἐφ᾽ ὅσον αὕτη ἀποδεχθῇ ὡρισμένους ὅρους. Τὰ γεγονότα ταῦτα ἀποδεικνύουν ὅτι ἡ Ἀνατολικὴ Εὐρώπη παρακολουθεῖ μὲ μεγάλον ἐνδιαφέρον τὰς ἐξελίξεις. Κατὰ τὰς μέχρι τοῦδε ἐνδείξεις, οἱ τρεῖς ὅροι τῆς Σοβιετικῆς Ἑνώσεως καὶ τῆς Πολωνίας εἶναι: 1) ἡ ἀναγνώρισις τῶν ὑφισταμένων συνόρων, 2) ἡ παραίτησις ἀπὸ τὴν ἀπόκτησιν πυρηνικῶν ὅπλων, 3) ἡ ἀναγνώρισις τῆς Ἀνατολικῆς Γερμανίας. xyxy=(1268,608,1550,747)
text-block: Αἱ δηλώσεις αὗται ἔγιναν δεκταὶ μὲ ἱκανοποίησιν εἰς τὸ Παρίσι, ὅπου ὁ Πρόεδρος Ντὲ Γκὼλ ἐπιδιώκει ἀπὸ καιροῦ τὴν ὕφεσιν μεταξὺ Ἀνατολῆς καὶ Δύσεως. xyxy=(1268,975,1550,1008)
article-col-left-2 xyxy=(594,1047,778,1325)
lead-story-box xyxy=(979,39,1550,258)
portrait-illustration xyxy=(594,315,778,522)
theatro-title: «Ὁ ὑπηρέτης δύο ἀφεντάδων» xyxy=(424,52,560,84)
subhead-dorea: Δωρεαί xyxy=(28,558,205,577)
section-header-eksormai: Ἐξόρμαί xyxy=(398,536,585,573)
text-block: Τὸ προσωπικὸν τοῦ ἐργοστασίου ἐκφράζει θερμὰ συλλυπητήρια πρὸς τὴν οἰκογένειαν τοῦ ἀποβιώσαντος συναδέλφου. xyxy=(28,508,205,552)
section-header-eyxaristiria: Εὐχαριστήρια xyxy=(213,960,390,991)
section-header-theamata: ΤΑ ΘΕΑΜΑΤΑ xyxy=(28,1176,205,1203)
text-block: ΡΩΜΗ, 26. (Ἀσ. Πρές).— Ὁ πρόεδρος Ποντγκόρνυ προσεκάλεσε τὸν πρόεδρον Σαραγκὰτ καὶ τὸν πρωθυπουργὸν Μόρο νὰ ἐπισκεφθοῦν τὴν Μόσχαν. xyxy=(594,1266,778,1323)
text-block: 7 Δημοτικὴ μουσικὴ καὶ τραγούδια, 7.30 Στρατιωτικὴ πρωϊνὴ ἐκπομπή, 8.30 Ἡ ὀρχήστρα Ἄλλου, 9 Πρόγραμμα ἀπὸ τὰ Ἀντίσκια, 10 Ἑλληνικὴ μουσική, 12 Πρόγραμμα ψυχαγωγίας, 13.15 Οἱ φίλοι μας, 14 Δημοτικὰ τραγούδια, 15.30 Ἑλαφρὰ μουσική, 17 Ἡ ἐκπομπὴ τῶν Ἐνόπλων Δυνάμεων, 19 Ἐλληνικὰ τραγούδια, 20.30 Ἐπίκαιρα, 21.30 Θέατρον στὸ μικρόφωνο, 22.30 Τελευταῖαι εἰδήσεις. xyxy=(213,564,390,697)
text-block: ΤΟΥ ΣΥΛΛΟΓΟΥ ΑΠΟΦΟΙΤΩΝ ΓΥΜΝΑΣΙΟΥ ΚΑΡΔΙΤΣΑΣ εἰς Καβάλαν. Ἀναχώρησις 7 π.μ. ἐκ τῆς πλατείας. ΤΟΥ «ΕΚΠΟΛΙΤΙΣΤΙΚΟΥ ΟΜΙΛΟΥ ΚΑΛΑΜΑΡΙΑΣ» εἰς τὸ Ἁγίου Ὄρος. Πληροφορίαι τηλ. 83-668. ΤΟΥ ΣΥΛΛΟΓΟΥ ΦΙΛΩΝ «ΠΡΑΚΑΙΟΣ» εἰς Σέρρας. Δηλώσεις μέχρι Σαββάτου. ΤΟΥ «ΤΟΥΡΙΣΤΙΚΟΥ ΣΠΗΛΑΙΟΛΟΓΙΚΟΥ ΟΜΙΛΟΥ» εἰς Βέροιαν. Τηλ. 72-225. ΤΟΥ ΟΜΙΛΟΥ ΦΙΛΩΝ ΥΠΑΙΘΡΟΥ εἰς Φλώριναν. Ἀναχώρησις 6.30 π.μ. ΤΟΥ «ΟΡΕΙΒΑΤΙΚΟΥ ΣΥΛΛΟΓΟΥ» εἰς Σέλι Βερμίου. Τηλ. 79-358. ΤΟΥ ΣΥΛΛΟΓΟΥ ΑΠΟΦΟΙΤΩΝ ΓΥΜΝΑΣΙΟΥ εἰς Καστοριάν. Τηλ. 28-158. xyxy=(398,593,585,822)
